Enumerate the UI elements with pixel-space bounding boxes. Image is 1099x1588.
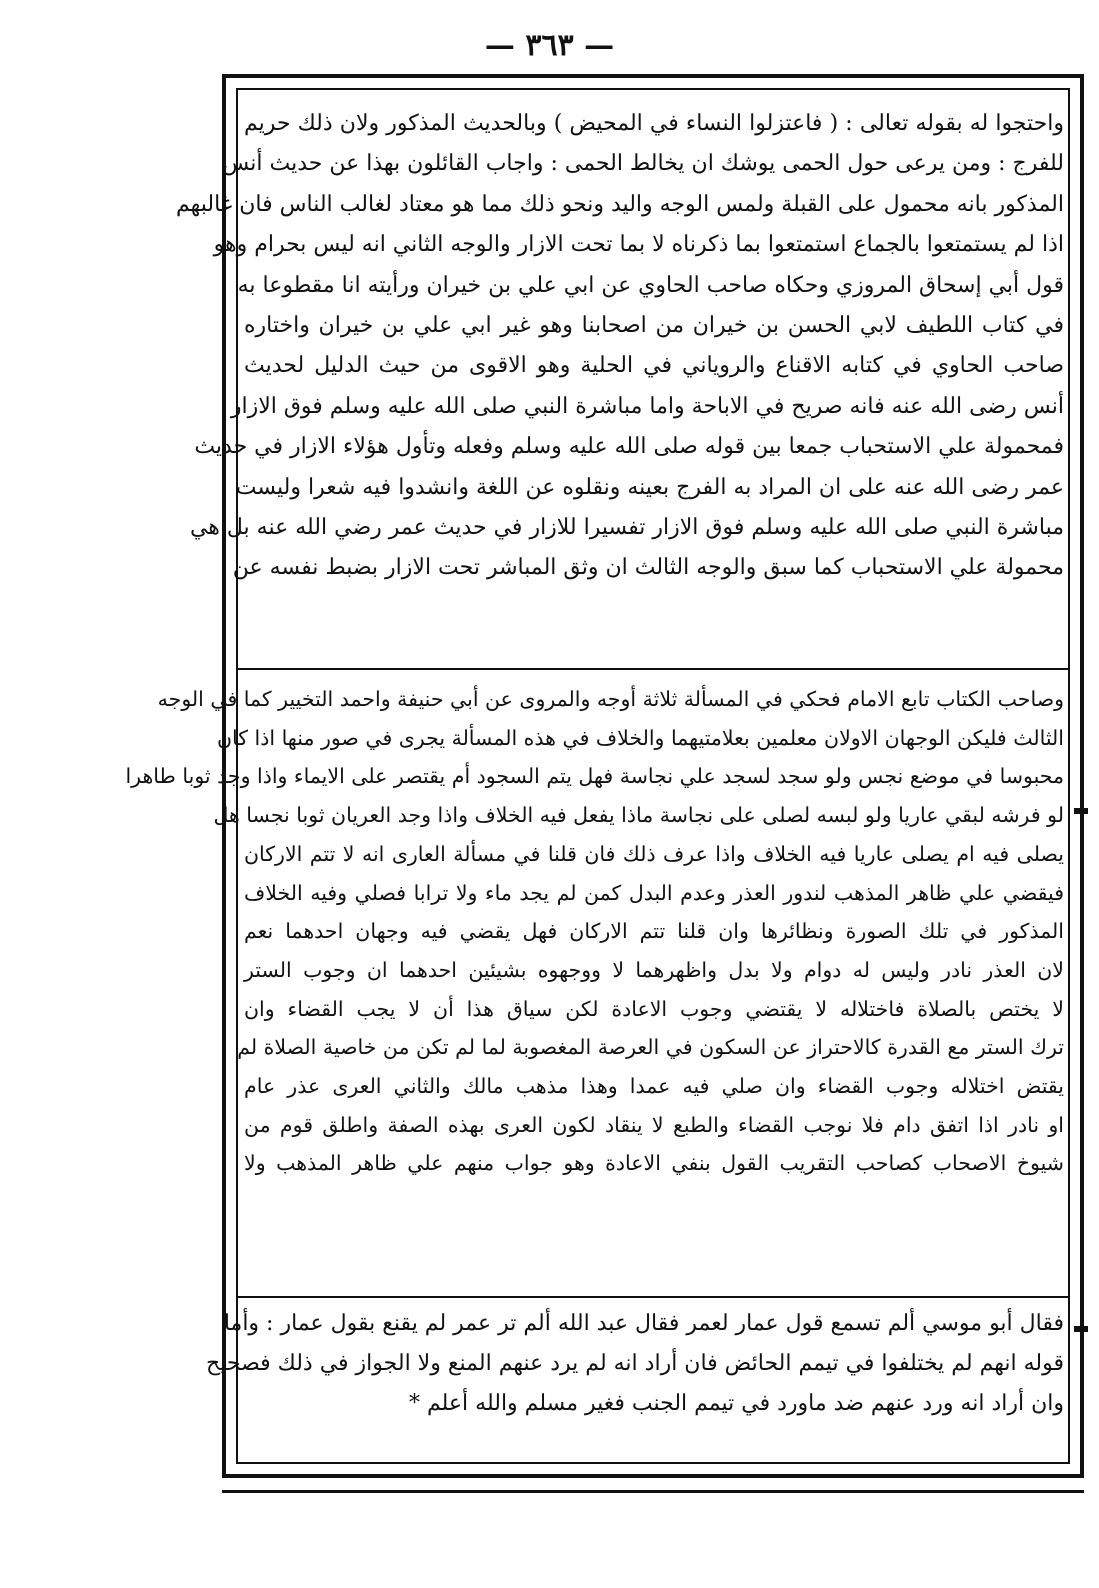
text-line: فيقضي علي ظاهر المذهب لندور العذر وعدم البدل كمن لم يجد ماء ولا ترابا فصلي وفيه الخلاف xyxy=(244,880,1064,905)
margin-mark xyxy=(1074,808,1088,814)
text-line: فمحمولة علي الاستحباب جمعا بين قوله صلى الله عليه وسلم وفعله وتأول هؤلاء الازار في حديث xyxy=(194,434,1064,460)
text-line: أنس رضى الله عنه فانه صريح في الاباحة واما مباشرة النبي صلى الله عليه وسلم فوق الازار xyxy=(230,393,1064,419)
section-divider xyxy=(236,1296,1070,1298)
text-line: واحتجوا له بقوله تعالى : ( فاعتزلوا النساء في المحيض ) وبالحديث المذكور ولان ذلك حريم xyxy=(244,111,1064,136)
text-line: مباشرة النبي صلى الله عليه وسلم فوق الازار تفسيرا للازار في حديث عمر رضي الله عنه بل هي xyxy=(189,515,1064,541)
text-line: قوله انهم لم يختلفوا في تيمم الحائض فان أراد انه لم يرد عنهم المنع ولا الجواز في ذلك فصحيح xyxy=(206,1351,1064,1376)
text-line: الثالث فليكن الوجهان الاولان معلمين بعلامتيهما والخلاف في هذه المسألة يجرى في صور منها اذا كان xyxy=(216,725,1064,750)
text-line: قول أبي إسحاق المروزي وحكاه صاحب الحاوي عن ابي علي بن خيران ورأيته انا مقطوعا به xyxy=(237,272,1064,298)
text-line: فقال أبو موسي ألم تسمع قول عمار لعمر فقال عبد الله ألم تر عمر لم يقنع بقول عمار : وأما xyxy=(223,1311,1064,1336)
text-line: اذا لم يستمتعوا بالجماع استمتعوا بما ذكرناه لا بما تحت الازار والوجه الثاني انه ليس بحرام وهو xyxy=(213,232,1064,258)
text-line: او نادر اذا اتفق دام فلا نوجب القضاء والطبع لا ينقاد لكون العرى بهذه الصفة واطلق قوم من xyxy=(244,1112,1064,1137)
footnote-text-block xyxy=(206,1304,1064,1448)
text-line: المذكور في تلك الصورة ونظائرها وان قلنا تتم الاركان فهل يقضي فيه وجهان احدهما نعم xyxy=(244,919,1064,944)
text-line: للفرج : ومن يرعى حول الحمى يوشك ان يخالط الحمى : واجاب القائلون بهذا عن حديث أنس xyxy=(222,151,1064,177)
text-line: يقتض اختلاله وجوب القضاء وان صلي فيه عمدا وهذا مذهب مالك والثاني العرى عذر عام xyxy=(244,1074,1064,1099)
text-line: وصاحب الكتاب تابع الامام فحكي في المسألة ثلاثة أوجه والمروى عن أبي حنيفة واحمد التخيير كما في الوجه xyxy=(157,687,1064,711)
text-line: محمولة علي الاستحباب كما سبق والوجه الثالث ان وثق المباشر تحت الازار بضبط نفسه عن xyxy=(232,555,1064,581)
text-line: يصلى فيه ام يصلى عاريا فيه الخلاف واذا عرف ذلك فان قلنا في مسألة العارى انه لا تتم الاركان xyxy=(244,841,1064,866)
text-line: محبوسا في موضع نجس ولو سجد لسجد علي نجاسة فهل يتم السجود أم يقتصر على الايماء واذا وجد ثوبا طاهرا xyxy=(125,764,1064,789)
text-line: في كتاب اللطيف لابي الحسن بن خيران من اصحابنا وهو غير ابي علي بن خيران واختاره xyxy=(244,313,1064,339)
text-line: ترك الستر مع القدرة كالاحتراز عن السكون في العرصة المغصوبة لما لم تكن من خاصية الصلاة لم xyxy=(237,1035,1064,1060)
page-number: — ٣٦٣ — xyxy=(484,28,615,63)
text-line: شيوخ الاصحاب كصاحب التقريب القول بنفي الاعادة وهو جواب منهم علي ظاهر المذهب ولا xyxy=(244,1151,1064,1176)
main-text-block xyxy=(175,104,1064,664)
section-divider xyxy=(236,668,1070,670)
text-line: وان أراد انه ورد عنهم ضد ماورد في تيمم الجنب فغير مسلم والله أعلم * xyxy=(409,1391,1064,1416)
margin-mark xyxy=(1074,1326,1088,1332)
text-line: عمر رضى الله عنه على ان المراد به الفرج بعينه ونقلوه عن اللغة وانشدوا فيه شعرا وليست xyxy=(235,474,1064,500)
text-line: لان العذر نادر وليس له دوام ولا بدل واظهرهما لا ووجهوه بشيئين احدهما ان وجوب الستر xyxy=(244,957,1064,982)
text-line: لو فرشه لبقي عاريا ولو لبسه لصلى على نجاسة ماذا يفعل فيه الخلاف واذا وجد العريان ثوبا نجسا هل xyxy=(213,803,1064,828)
text-line: صاحب الحاوي في كتابه الاقناع والروياني في الحلية وهو الاقوى من حيث الدليل لحديث xyxy=(244,353,1064,379)
text-line: لا يختص بالصلاة فاختلاله لا يقتضي وجوب الاعادة لكن سياق هذا أن لا يجب القضاء وان xyxy=(244,996,1064,1021)
commentary-text-block xyxy=(125,680,1064,1292)
text-line: المذكور بانه محمول على القبلة ولمس الوجه واليد ونحو ذلك مما هو معتاد لغالب الناس فان غالبهم xyxy=(175,191,1064,217)
bottom-rule xyxy=(222,1490,1084,1493)
